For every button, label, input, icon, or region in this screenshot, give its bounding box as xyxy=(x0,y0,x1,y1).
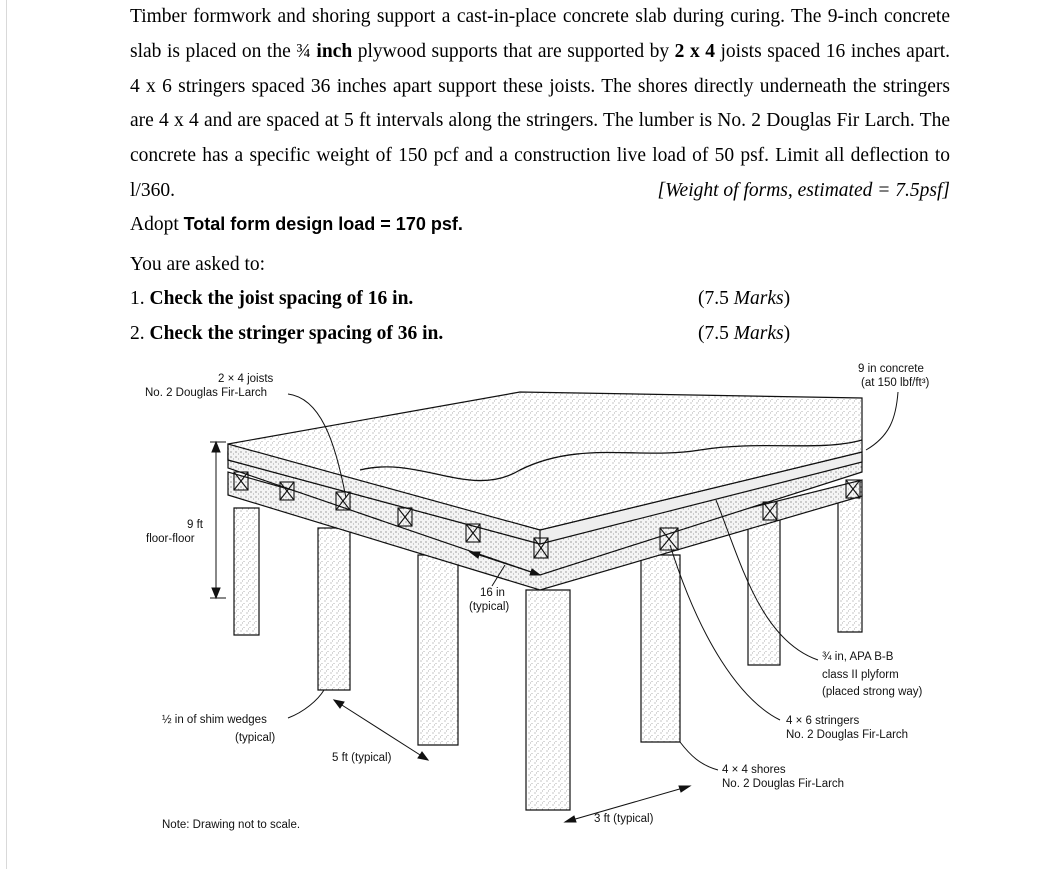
height-label-2: floor-floor xyxy=(146,533,195,545)
shore-right-rear xyxy=(838,495,862,632)
asked-line: You are asked to: xyxy=(130,254,266,275)
concrete-leader xyxy=(866,392,898,450)
task-1-marks: (7.5 Marks) xyxy=(698,288,791,309)
concrete-label-1: 9 in concrete xyxy=(858,363,924,375)
shore-front-center xyxy=(526,590,570,810)
shores-leader xyxy=(680,742,718,770)
shore-front-left xyxy=(418,555,458,745)
shores-label-1: 4 × 4 shores xyxy=(722,764,786,776)
plyform-label-3: (placed strong way) xyxy=(822,686,923,698)
height-label-1: 9 ft xyxy=(187,519,203,531)
joists-label-2: No. 2 Douglas Fir-Larch xyxy=(145,387,268,399)
three-ft-label: 3 ft (typical) xyxy=(594,813,654,825)
adopt-line: Adopt Total form design load = 170 psf. xyxy=(130,214,463,235)
task-2-marks: (7.5 Marks) xyxy=(698,323,791,344)
spacing-label-2: (typical) xyxy=(469,601,510,613)
design-load: Total form design load = 170 psf. xyxy=(183,214,463,234)
shim-label-2: (typical) xyxy=(235,732,276,744)
plyform-label-2: class II plyform xyxy=(822,669,899,681)
problem-paragraph: Timber formwork and shoring support a cast-in-place concrete slab during curing. The 9-inch concrete slab is placed on the ¾ inch plywood supports that are supported by 2 x 4 joists spaced 16 inches apart. 4 x 6 stringers spaced 36 inches apart support these joists. The shores directly underneath the stringers are 4 x 4 and are spaced at 5 ft intervals along the stringers. The lumber is No. 2 Douglas Fir Larch. The concrete has a specific weight of 150 pcf and a construction live load of 50 psf. Limit all deflection to l/360. [Weight of forms, estimated = 7.5psf] xyxy=(130,0,950,209)
shore-front-right xyxy=(641,555,680,742)
shore-back-right xyxy=(748,505,780,665)
shore-back-left xyxy=(234,508,259,635)
joists-label-1: 2 × 4 joists xyxy=(218,373,274,385)
task-2: 2. Check the stringer spacing of 36 in. xyxy=(130,323,444,344)
stringers-label-2: No. 2 Douglas Fir-Larch xyxy=(786,729,909,741)
shim-label-1: ½ in of shim wedges xyxy=(162,714,267,726)
plyform-label-1: ¾ in, APA B-B xyxy=(822,651,894,663)
weight-of-forms-note: [Weight of forms, estimated = 7.5psf] xyxy=(657,179,950,201)
shore-spacing-dimension xyxy=(334,700,428,760)
spacing-label-1: 16 in xyxy=(480,587,505,599)
stringers-label-1: 4 × 6 stringers xyxy=(786,715,860,727)
five-ft-label: 5 ft (typical) xyxy=(332,752,392,764)
concrete-label-2: (at 150 lbf/ft³) xyxy=(861,377,930,389)
drawing-note: Note: Drawing not to scale. xyxy=(162,819,301,831)
shim-leader xyxy=(288,690,324,718)
task-1: 1. Check the joist spacing of 16 in. xyxy=(130,288,414,309)
shore-back-mid xyxy=(318,528,350,690)
shores-label-2: No. 2 Douglas Fir-Larch xyxy=(722,778,845,790)
